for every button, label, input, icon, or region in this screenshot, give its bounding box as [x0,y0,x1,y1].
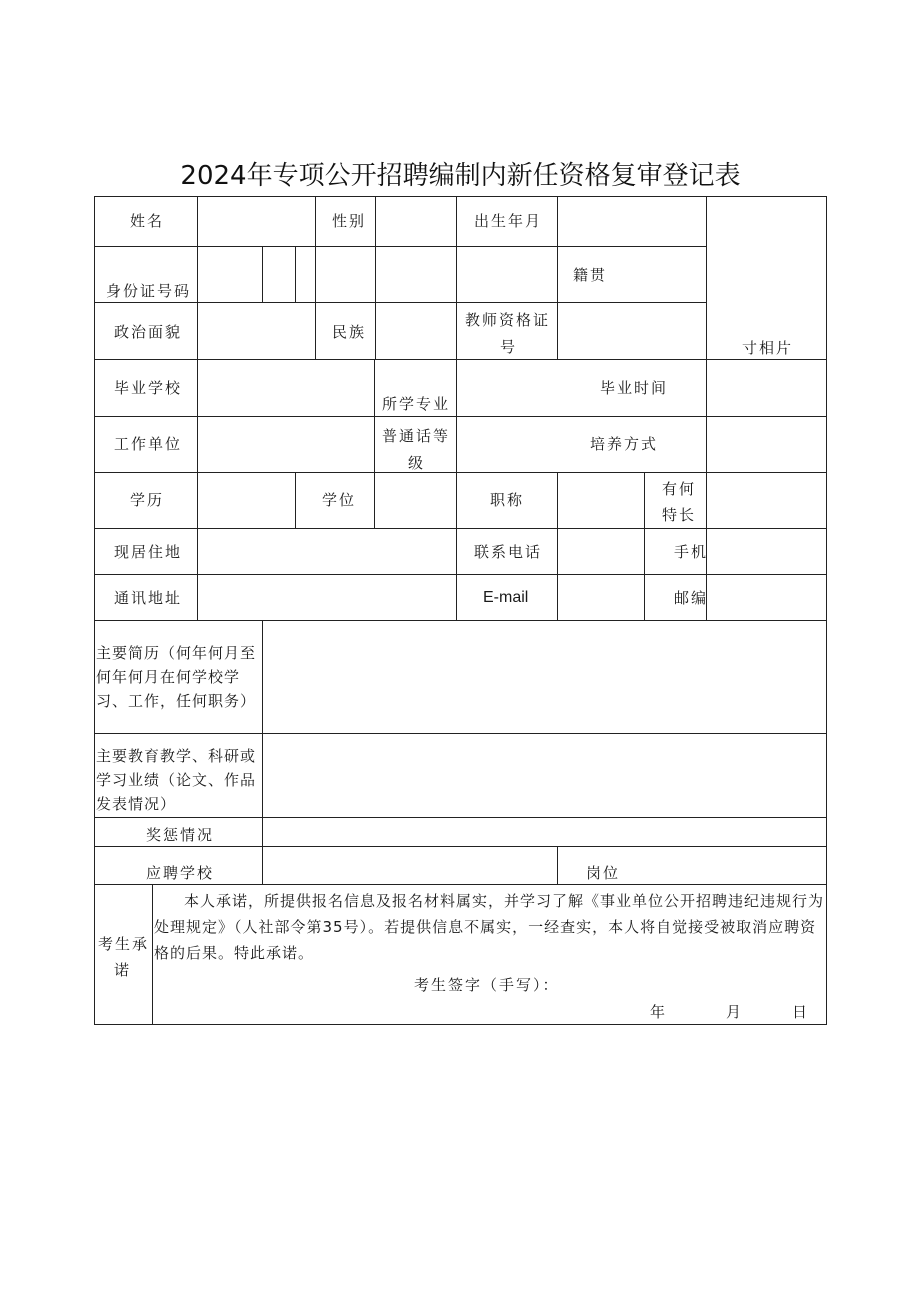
grid-line [644,528,645,620]
grid-line [197,528,198,620]
degree-label: 学位 [322,491,357,509]
date-day-label: 日 [792,1003,810,1021]
gender-label: 性别 [332,212,367,230]
mandarin-level-label-cont: 级 [408,454,426,472]
grid-line [456,196,457,246]
grid-line [706,472,707,528]
grid-line [295,246,296,302]
resume-label: 主要简历（何年何月至何年何月在何学校学习、工作，任何职务） [96,644,257,710]
grid-line [197,246,198,302]
grid-line [94,574,827,575]
grid-line [456,472,457,528]
award-label: 奖惩情况 [146,826,215,844]
grid-line [262,246,263,302]
grid-line [94,416,827,417]
grid-line [94,196,827,197]
grid-line [557,528,558,620]
grid-line [375,246,376,302]
grid-line [374,472,375,528]
grid-line [197,472,198,528]
grid-line [706,359,707,472]
teacher-cert-label: 教师资格证 [465,311,551,329]
grid-line [456,528,457,620]
registration-form [94,196,827,1025]
grid-line [557,472,558,528]
page-title: 2024年专项公开招聘编制内新任资格复审登记表 [180,161,741,191]
postcode-label: 邮编 [674,589,709,607]
birth-label: 出生年月 [474,212,543,230]
residence-label: 现居住地 [114,543,183,561]
grid-line [826,196,827,1025]
specialty-label-cont: 特长 [662,506,697,524]
pledge-label: 考生承 [98,935,150,953]
name-label: 姓名 [130,212,165,230]
grid-line [644,472,645,528]
email-label: E-mail [483,589,529,606]
grid-line [94,620,827,621]
grid-line [557,196,558,302]
graduation-time-label: 毕业时间 [600,379,669,397]
grid-line [94,359,827,360]
grid-line [374,359,375,472]
mobile-label: 手机 [674,543,709,561]
grid-line [94,246,706,247]
grid-line [456,246,457,302]
id-number-label: 身份证号码 [106,282,192,300]
pledge-text: 本人承诺，所提供报名信息及报名材料属实，并学习了解《事业单位公开招聘违纪违规行为处理规定》（人社部令第35号）。若提供信息不属实，一经查实，本人将自觉接受被取消应聘资格的后果。特此承诺。 [154,892,825,962]
specialty-label: 有何 [662,480,697,498]
grid-line [375,302,376,359]
grid-line [706,196,707,359]
date-month-label: 月 [726,1003,744,1021]
address-label: 通讯地址 [114,589,183,607]
training-mode-label: 培养方式 [590,435,659,453]
grid-line [197,196,198,246]
grid-line [375,196,376,246]
position-label: 岗位 [586,864,621,882]
phone-label: 联系电话 [474,543,543,561]
political-status-label: 政治面貌 [114,323,183,341]
pledge-label-cont: 诺 [114,961,132,979]
grid-line [94,733,827,734]
grid-line [557,302,558,359]
major-label: 所学专业 [382,395,451,413]
apply-school-label: 应聘学校 [146,864,215,882]
education-label: 学历 [130,491,165,509]
grid-line [262,620,263,884]
graduate-school-label: 毕业学校 [114,379,183,397]
employer-label: 工作单位 [114,435,183,453]
grid-line [557,846,558,884]
grid-line [94,1024,827,1025]
grid-line [456,359,457,472]
grid-line [197,302,198,359]
native-place-label: 籍贯 [573,266,608,284]
grid-line [456,302,457,359]
grid-line [152,884,153,1024]
grid-line [94,472,827,473]
professional-title-label: 职称 [490,491,525,509]
grid-line [94,528,827,529]
grid-line [295,472,296,528]
signature-label: 考生签字（手写）： [414,976,560,994]
grid-line [315,246,316,302]
grid-line [94,196,95,1025]
date-year-label: 年 [650,1003,668,1021]
achievement-label: 主要教育教学、科研或学习业绩（论文、作品发表情况） [96,747,257,813]
photo-label: 寸相片 [742,339,794,357]
grid-line [197,359,198,472]
ethnicity-label: 民族 [332,323,367,341]
grid-line [315,196,316,246]
grid-line [315,302,316,359]
mandarin-level-label: 普通话等 [382,427,451,445]
teacher-cert-label-cont: 号 [500,338,518,356]
grid-line [94,817,827,818]
